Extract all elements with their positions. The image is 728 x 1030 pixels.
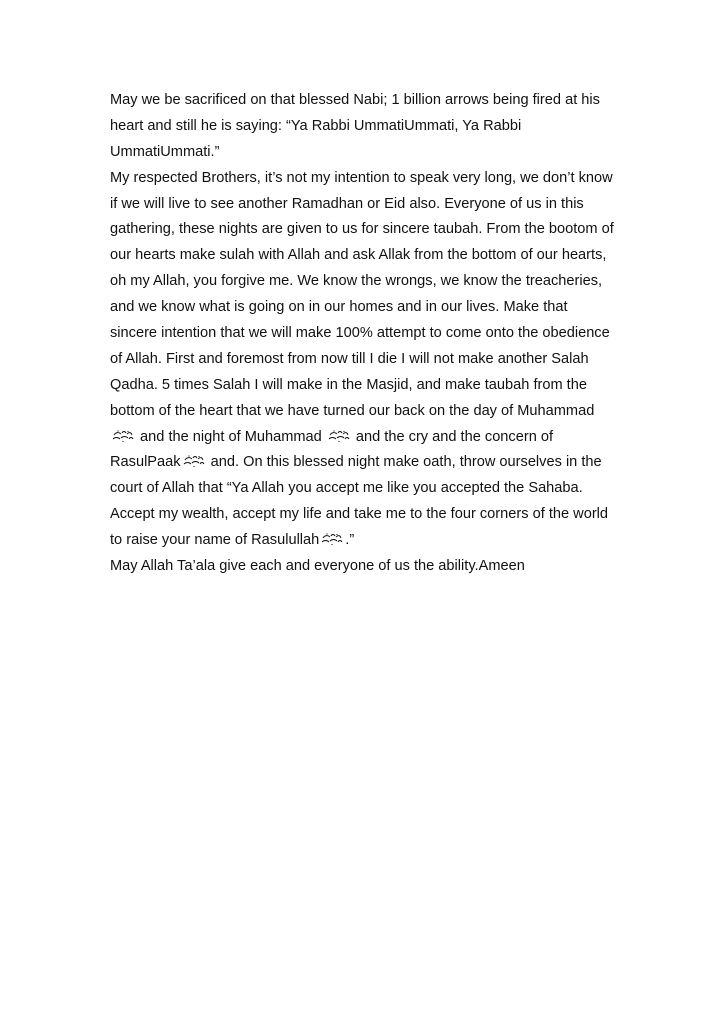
text-segment: if we will live to see another Ramadhan or Eid also. Everyone of us in this: [110, 195, 584, 212]
text-line: [110, 192, 630, 218]
salawat-calligraphy-icon: [320, 532, 344, 546]
text-segment: of Allah. First and foremost from now till I die I will not make another Salah: [110, 350, 589, 367]
text-line: [110, 347, 630, 373]
text-line: [110, 114, 630, 140]
text-line: [110, 373, 630, 399]
text-line: [110, 321, 630, 347]
text-segment: oh my Allah, you forgive me. We know the wrongs, we know the treacheries,: [110, 273, 603, 290]
text-segment: Qadha. 5 times Salah I will make in the Masjid, and make taubah from the: [110, 376, 587, 393]
text-segment: and the cry and the concern of: [351, 428, 554, 445]
text-segment: Accept my wealth, accept my life and take me to the four corners of the world: [110, 506, 609, 523]
text-segment: heart and still he is saying: “Ya Rabbi UmmatiUmmati, Ya Rabbi: [110, 117, 522, 134]
text-line: [110, 243, 630, 269]
text-segment: May Allah Ta’ala give each and everyone of us the ability.Ameen: [110, 558, 525, 575]
text-line: [110, 399, 630, 425]
body-text: [110, 88, 630, 580]
text-segment: bottom of the heart that we have turned our back on the day of Muhammad: [110, 402, 595, 419]
text-line: [110, 140, 630, 166]
text-segment: our hearts make sulah with Allah and ask Allak from the bottom of our hearts,: [110, 247, 607, 264]
text-segment: and the night of Muhammad: [136, 428, 326, 445]
text-segment: UmmatiUmmati.”: [110, 143, 220, 160]
text-line: [110, 166, 630, 192]
salawat-calligraphy-icon: [111, 429, 135, 443]
text-segment: .”: [345, 532, 355, 549]
text-segment: gathering, these nights are given to us for sincere taubah. From the bootom of: [110, 221, 614, 238]
text-line: [110, 425, 630, 451]
text-line: [110, 502, 630, 528]
text-segment: RasulPaak: [110, 454, 181, 471]
text-line: [110, 476, 630, 502]
text-segment: My respected Brothers, it’s not my intention to speak very long, we don’t know: [110, 169, 613, 186]
text-line: [110, 554, 630, 580]
text-line: [110, 450, 630, 476]
text-line: [110, 528, 630, 554]
salawat-calligraphy-icon: [182, 454, 206, 468]
text-line: [110, 217, 630, 243]
text-line: [110, 88, 630, 114]
salawat-calligraphy-icon: [327, 429, 351, 443]
text-segment: May we be sacrificed on that blessed Nabi; 1 billion arrows being fired at his: [110, 92, 600, 108]
text-line: [110, 269, 630, 295]
text-segment: sincere intention that we will make 100% attempt to come onto the obedience: [110, 325, 610, 342]
text-segment: and. On this blessed night make oath, throw ourselves in the: [206, 454, 602, 471]
text-segment: and we know what is going on in our homes and in our lives. Make that: [110, 299, 568, 316]
text-line: [110, 295, 630, 321]
text-segment: court of Allah that “Ya Allah you accept me like you accepted the Sahaba.: [110, 480, 583, 497]
text-segment: to raise your name of Rasulullah: [110, 532, 320, 549]
